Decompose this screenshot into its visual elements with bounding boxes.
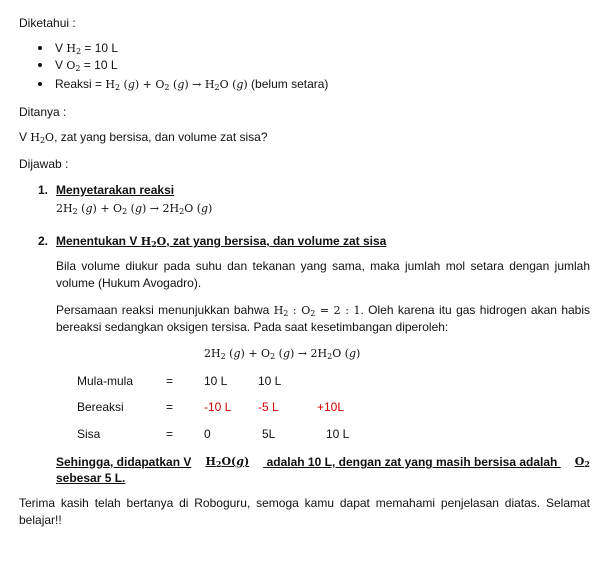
step1-title: Menyetarakan reaksi [56, 183, 175, 197]
row-mula-label: Mula-mula [77, 374, 134, 388]
row-bereaksi-h2: -10 L [204, 400, 232, 414]
known-item-o2: V $O_2 = 10$ L [55, 58, 118, 73]
row-bereaksi-eq: = [166, 400, 174, 414]
row-bereaksi-o2: -5 L [258, 400, 279, 414]
row-bereaksi-label: Bereaksi [77, 400, 124, 414]
row-sisa-o2: 5L [262, 427, 276, 441]
table-equation-header: $2H_2$ $(g) + O_2$ $(g) \to 2H_2O$ (g) [204, 347, 361, 361]
closing-text: Terima kasih telah bertanya di Roboguru, semoga kamu dapat memahami penjelasan diatas. Selamat belajar!! [19, 496, 590, 527]
row-mula-o2: 10 L [258, 374, 282, 388]
known-item-h2: V $H_2 = 10$ L [55, 41, 119, 56]
dijawab-label: Dijawab : [19, 157, 69, 171]
conclusion-line-2: sebesar 5 L. [56, 471, 126, 485]
known-item-reaction: Reaksi = $H_2$ $(g) + O_2$ $(g) \to H_2O$ (g) (belum setara) [55, 77, 329, 92]
bullet-icon [38, 82, 42, 86]
bullet-icon [38, 46, 42, 50]
conclusion-line-1: Sehingga, didapatkan V $H_2O(g)$ adalah 10 L, dengan zat yang masih bersisa adalah $O_2$ [56, 455, 590, 469]
bullet-icon [38, 63, 42, 67]
step1-number: 1. [38, 183, 49, 197]
step2-number: 2. [38, 234, 49, 248]
row-mula-h2: 10 L [204, 374, 228, 388]
row-sisa-label: Sisa [77, 427, 101, 441]
diketahui-label: Diketahui : [19, 16, 76, 30]
row-mula-eq: = [166, 374, 174, 388]
step1-balanced-equation: $2H_2$ $(g) + O_2$ $(g) \to 2H_2O$ (g) [56, 202, 213, 216]
row-sisa-h2: 0 [204, 427, 211, 441]
row-sisa-eq: = [166, 427, 174, 441]
row-bereaksi-h2o: +10L [317, 400, 345, 414]
ditanya-text: V $H_2O$, zat yang bersisa, dan volume zat sisa? [19, 130, 268, 145]
ditanya-label: Ditanya : [19, 105, 67, 119]
row-sisa-h2o: 10 L [326, 427, 350, 441]
step2-title: Menentukan V $H_2O$, zat yang bersisa, dan volume zat sisa [56, 234, 387, 249]
step2-paragraph-ratio: Persamaan reaksi menunjukkan bahwa $H_2$ : $O_2 = 2$ : 1. Oleh karena itu gas hidrogen akan habis bereaksi sedangkan oksigen tersisa. Pada saat kesetimbangan diperoleh: [56, 303, 591, 334]
step2-paragraph-avogadro: Bila volume diukur pada suhu dan tekanan yang sama, maka jumlah mol setara dengan jumlah volume (Hukum Avogadro). [56, 259, 590, 290]
